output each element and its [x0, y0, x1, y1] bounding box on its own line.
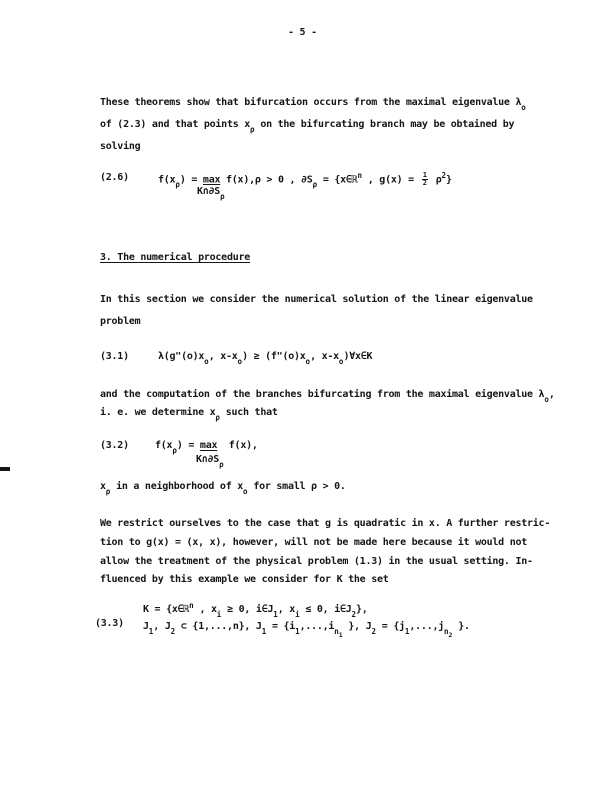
eq26-main-seg-2: ) = — [179, 174, 203, 186]
eq26-main-seg-3: max — [202, 174, 221, 186]
eq26-under-max — [197, 186, 225, 201]
para3-line1 — [100, 389, 555, 404]
para5-line3 — [100, 556, 533, 568]
eq33-line1-seg-8: ≤ 0, i∈J — [299, 604, 352, 615]
eq33-line1-seg-7: i — [295, 609, 300, 619]
margin-mark — [0, 467, 10, 471]
eq33-line1-seg-5: 1 — [273, 609, 278, 619]
eq32-main — [155, 440, 258, 455]
eq32-label-seg-0: (3.2) — [100, 440, 129, 451]
para2-line1 — [100, 294, 533, 306]
para3-line1-seg-1: o — [544, 394, 549, 404]
section-heading — [100, 252, 250, 264]
eq26-label-seg-0: (2.6) — [100, 172, 129, 183]
eq26-main-seg-7: n — [357, 171, 362, 181]
eq32-under-max-seg-1: ρ — [219, 459, 224, 469]
eq33-line2-seg-1: 1 — [148, 626, 154, 636]
eq33-line1-seg-10: }, — [356, 604, 368, 615]
eq26-main-seg-1: ρ — [175, 179, 180, 189]
eq33-line2-seg-2: , J — [153, 621, 171, 632]
eq33-line2-seg-9: n — [334, 626, 339, 636]
para1-line2-seg-2: on the bifurcating branch may be obtained by — [254, 119, 515, 130]
eq33-line2-seg-6: = {i — [266, 621, 296, 632]
para3-line2-seg-1: ρ — [215, 412, 220, 422]
eq33-line1-seg-2: , x — [193, 604, 217, 615]
eq31-label-seg-0: (3.1) — [100, 351, 129, 362]
eq33-line1-seg-9: 2 — [351, 609, 357, 619]
eq31-main-seg-2: , x-x — [208, 351, 238, 362]
para1-line3 — [100, 141, 140, 153]
para4-line1-seg-2: in a neighborhood of x — [110, 481, 244, 492]
eq33-line2-seg-15: ,...,j — [409, 621, 445, 632]
eq33-label — [95, 618, 124, 630]
eq32-label — [100, 440, 129, 452]
eq26-label — [100, 172, 129, 184]
para5-line1 — [100, 518, 550, 530]
eq33-line2-seg-10: 1 — [338, 631, 343, 639]
eq31-main-seg-3: o — [237, 356, 243, 366]
eq26-main-seg-12: } — [446, 174, 452, 186]
eq31-main-seg-1: o — [204, 356, 209, 366]
page-number-seg-0: - 5 - — [288, 27, 317, 38]
para5-line3-seg-0: allow the treatment of the physical problem (1.3) in the usual setting. In- — [100, 556, 533, 567]
eq26-main-seg-10: ρ — [429, 174, 442, 186]
para1-line3-seg-0: solving — [100, 141, 141, 152]
eq33-line2 — [143, 621, 470, 639]
eq26-under-max-seg-1: ρ — [220, 191, 225, 201]
eq33-line2-seg-17: 2 — [448, 631, 453, 639]
eq31-main-seg-0: λ(g"(o)x — [158, 351, 205, 362]
eq31-main-seg-4: ) ≥ (f"(o)x — [242, 351, 306, 362]
eq31-main-seg-5: o — [305, 356, 311, 366]
section-heading-seg-0: 3. The numerical procedure — [100, 252, 251, 263]
eq33-line2-seg-16: n — [444, 626, 449, 636]
para4-line1 — [100, 481, 346, 496]
eq31-main-seg-6: , x-x — [310, 351, 339, 362]
eq33-line2-seg-14: 1 — [404, 626, 410, 636]
para2-line1-seg-0: In this section we consider the numerical solution of the linear eigenvalue — [100, 294, 533, 305]
para5-line2 — [100, 537, 527, 549]
eq33-label-seg-0: (3.3) — [95, 618, 124, 629]
eq33-line1-seg-0: K = {x∈ℝ — [143, 604, 190, 615]
eq33-line1-seg-3: i — [216, 609, 222, 619]
eq33-line1-seg-4: ≥ 0, i∈J — [221, 604, 274, 615]
para1-line2-seg-0: of (2.3) and that points x — [100, 119, 251, 130]
eq32-main-seg-2: ) = — [176, 440, 200, 451]
fraction-numerator: 1 — [422, 171, 427, 179]
eq32-main-seg-1: ρ — [172, 445, 177, 455]
eq31-main — [158, 351, 373, 366]
para5-line4-seg-0: fluenced by this example we consider for K the set — [100, 574, 389, 585]
para4-line1-seg-3: o — [243, 486, 248, 496]
eq33-line2-seg-5: 1 — [261, 626, 267, 636]
eq26-main-seg-8: , g(x) = — [362, 174, 420, 186]
eq33-line1-seg-6: , x — [277, 604, 296, 615]
eq33-line2-seg-7: 1 — [295, 626, 300, 636]
eq32-under-max — [196, 454, 224, 469]
page-number — [288, 27, 317, 39]
eq31-label — [100, 351, 129, 363]
eq33-line2-seg-8: ,...,i — [299, 621, 335, 632]
para4-line1-seg-0: x — [100, 481, 106, 492]
eq26-main-seg-9 — [422, 172, 428, 188]
para1-line1-seg-0: These theorems show that bifurcation occurs from the maximal eigenvalue λ — [100, 97, 522, 108]
eq32-main-seg-0: f(x — [155, 440, 173, 451]
para5-line4 — [100, 574, 389, 586]
eq33-line2-seg-18: }. — [452, 621, 470, 632]
eq33-line2-seg-11: }, J — [342, 621, 372, 632]
para3-line2 — [100, 407, 278, 422]
para5-line1-seg-0: We restrict ourselves to the case that g is quadratic in x. A further restric- — [100, 518, 551, 529]
para5-line2-seg-0: tion to g(x) = (x, x), however, will not be made here because it would not — [100, 537, 528, 548]
para2-line2-seg-0: problem — [100, 316, 141, 327]
para3-line2-seg-0: i. e. we determine x — [100, 407, 216, 418]
para4-line1-seg-1: ρ — [105, 486, 111, 496]
para2-line2 — [100, 316, 140, 328]
eq26-main-seg-6: = {x∈ℝ — [317, 174, 358, 186]
eq33-line2-seg-12: 2 — [371, 626, 377, 636]
eq33-line2-seg-13: = {j — [376, 621, 405, 632]
fraction-denominator: 2 — [422, 179, 427, 188]
para3-line2-seg-2: such that — [219, 407, 278, 418]
para1-line2-seg-1: ρ — [250, 124, 255, 134]
eq26-main-seg-5: ρ — [312, 179, 318, 189]
para1-line2 — [100, 119, 515, 134]
eq31-main-seg-8: )∀x∈K — [343, 351, 373, 362]
eq33-line2-seg-3: 2 — [170, 626, 176, 636]
eq32-under-max-seg-0: K∩∂S — [196, 454, 220, 465]
eq33-line2-seg-4: ⊂ {1,...,n}, J — [175, 621, 262, 632]
eq26-under-max-seg-0: K∩∂S — [197, 186, 221, 197]
eq26-main-seg-0: f(x — [158, 174, 176, 186]
para3-line1-seg-2: , — [548, 389, 555, 400]
eq32-main-seg-3: max — [199, 440, 218, 451]
para1-line1 — [100, 97, 526, 112]
eq31-main-seg-7: o — [338, 356, 344, 366]
eq33-line2-seg-0: J — [143, 621, 149, 632]
eq33-line1-seg-1: n — [189, 601, 194, 610]
para4-line1-seg-4: for small ρ > 0. — [247, 481, 346, 492]
eq26-main-seg-11: 2 — [441, 171, 446, 181]
eq26-main-seg-4: f(x),ρ > 0 , ∂S — [220, 174, 313, 186]
eq33-line1 — [143, 601, 368, 619]
para3-line1-seg-0: and the computation of the branches bifurcating from the maximal eigenvalue λ — [100, 389, 545, 400]
eq32-main-seg-4: f(x), — [217, 440, 258, 451]
para1-line1-seg-1: o — [521, 102, 526, 112]
